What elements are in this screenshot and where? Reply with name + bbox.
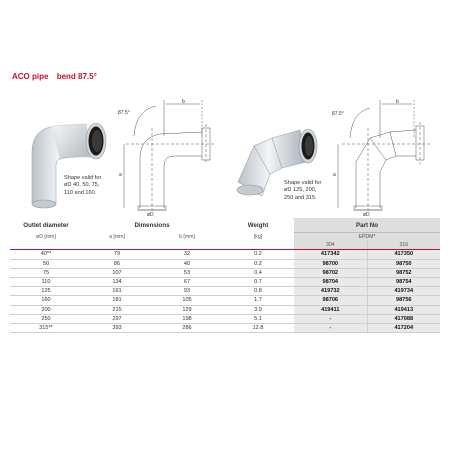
left-dim-a: a	[119, 172, 122, 178]
left-angle-label: 87.5°	[118, 110, 130, 116]
col-outlet-diameter: Outlet diameter	[23, 222, 69, 230]
table-row: 160 181 105 1.7 98706 98756	[10, 296, 440, 305]
col-weight: Weight	[247, 222, 269, 230]
segmented-bend-technical-drawing	[330, 98, 438, 216]
table-row: 315** 393 286 12.8 - 417204	[10, 324, 440, 333]
table-row: 40** 79 32 0.2 417342 417350	[10, 250, 440, 259]
right-shape-note: Shape valid for øD 125, 200, 250 and 315.	[284, 180, 322, 201]
table-row: 200 215 129 3.9 419411 419413	[10, 305, 440, 314]
col-part-no: Part No	[294, 218, 440, 233]
left-shape-note: Shape valid for øD 40, 50, 75, 110 and 160.	[64, 175, 102, 196]
product-name: ACO pipe	[12, 72, 49, 81]
right-dim-a: a	[333, 172, 336, 178]
right-angle-label: 87.5°	[332, 111, 344, 117]
col-grade-304: 304	[294, 241, 367, 250]
col-weight-unit: [kg]	[253, 233, 263, 240]
col-outlet-unit: øD [mm]	[36, 233, 56, 240]
right-dim-d: øD	[363, 212, 370, 216]
col-b-unit: b [mm]	[179, 233, 195, 240]
left-dim-d: øD	[147, 212, 154, 216]
col-dimensions: Dimensions	[134, 222, 170, 230]
right-dim-b: b	[396, 99, 399, 105]
table-row: 50 86 40 0.2 98700 98750	[10, 259, 440, 268]
col-seal: EPDM*	[294, 233, 440, 242]
product-variant: bend 87.5°	[56, 72, 97, 81]
table-row: 125 161 93 0.8 419732 419734	[10, 287, 440, 296]
col-grade-316: 316	[367, 241, 440, 250]
specification-table	[10, 218, 440, 333]
table-row: 75 107 53 0.4 98702 98752	[10, 268, 440, 277]
left-dim-b: b	[182, 99, 185, 105]
table-row: 110 134 67 0.7 98704 98754	[10, 278, 440, 287]
bend-technical-drawing	[116, 98, 222, 216]
table-row: 250 297 198 5.1 - 417088	[10, 314, 440, 323]
col-a-unit: a [mm]	[109, 233, 125, 240]
page-title	[12, 72, 97, 81]
